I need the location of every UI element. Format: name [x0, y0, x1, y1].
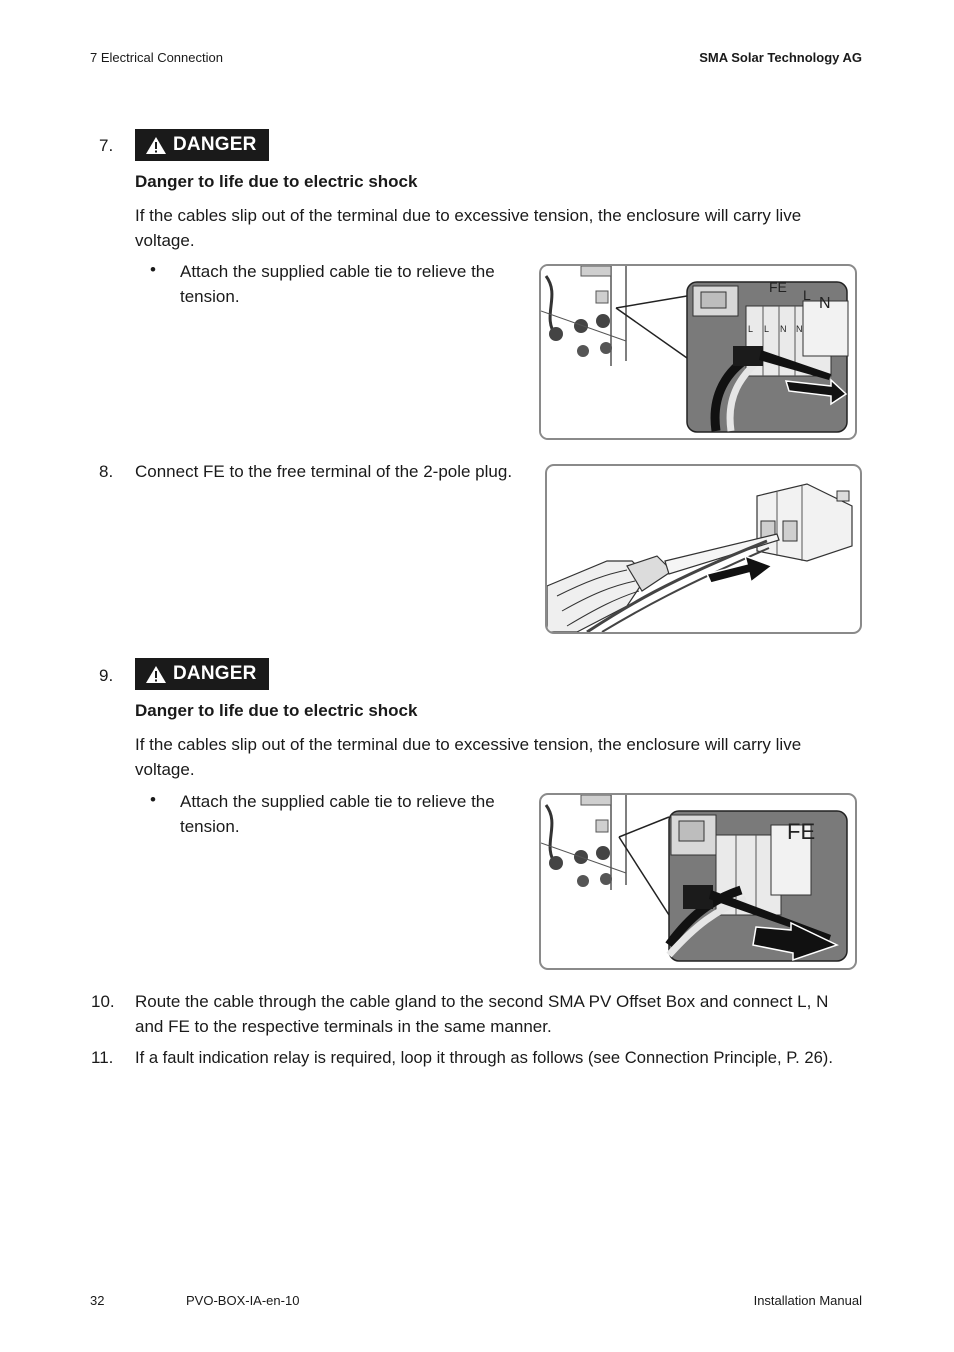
footer-title: Installation Manual — [753, 1293, 862, 1308]
step-number: 8. — [99, 462, 114, 481]
danger-badge — [135, 129, 269, 161]
warning-icon — [145, 136, 167, 155]
terminal-label: N — [819, 295, 831, 312]
figure-connect-fe — [545, 464, 862, 634]
bullet-text-line: Attach the supplied cable tie to relieve the — [180, 792, 495, 811]
warning-icon — [145, 665, 167, 684]
terminal-label: L — [803, 287, 811, 303]
step-text-line: and FE to the respective terminals in the same manner. — [135, 1017, 552, 1036]
danger-text-line: If the cables slip out of the terminal due to excessive tension, the enclosure will carry live — [135, 206, 802, 225]
danger-text-line: voltage. — [135, 231, 195, 250]
step-number: 7. — [99, 136, 114, 155]
danger-label: DANGER — [173, 663, 257, 684]
figure-cable-tie-fe — [539, 793, 857, 970]
footer-doc-id: PVO-BOX-IA-en-10 — [186, 1293, 300, 1308]
terminal-label: L — [764, 324, 770, 334]
terminal-label: N — [796, 324, 803, 334]
danger-title: Danger to life due to electric shock — [135, 701, 418, 720]
bullet-text-line: Attach the supplied cable tie to relieve the — [180, 262, 495, 281]
footer-page-number: 32 — [90, 1293, 105, 1308]
danger-text-line: If the cables slip out of the terminal due to excessive tension, the enclosure will carry live — [135, 735, 802, 754]
step-text: Connect FE to the free terminal of the 2-pole plug. — [135, 462, 513, 481]
step-number: 10. — [91, 992, 115, 1011]
bullet-text-line: tension. — [180, 817, 240, 836]
terminal-label: N — [780, 324, 787, 334]
danger-badge — [135, 658, 269, 690]
bullet-marker: • — [150, 260, 156, 279]
danger-label: DANGER — [173, 134, 257, 155]
bullet-text-line: tension. — [180, 287, 240, 306]
step-number: 11. — [91, 1048, 114, 1067]
bullet-marker: • — [150, 790, 156, 809]
danger-text-line: voltage. — [135, 760, 195, 779]
step-number: 9. — [99, 666, 114, 685]
header-company: SMA Solar Technology AG — [699, 50, 862, 65]
step-text-line: Route the cable through the cable gland to the second SMA PV Offset Box and connect L, N — [135, 992, 829, 1011]
danger-title: Danger to life due to electric shock — [135, 172, 418, 191]
terminal-label: FE — [769, 279, 787, 295]
terminal-label: FE — [787, 819, 816, 844]
header-section: 7 Electrical Connection — [90, 50, 223, 65]
step-text: If a fault indication relay is required, loop it through as follows (see Connection Principle, P. 26). — [135, 1048, 833, 1067]
terminal-label: L — [748, 324, 754, 334]
figure-cable-tie-l-n — [539, 264, 857, 440]
